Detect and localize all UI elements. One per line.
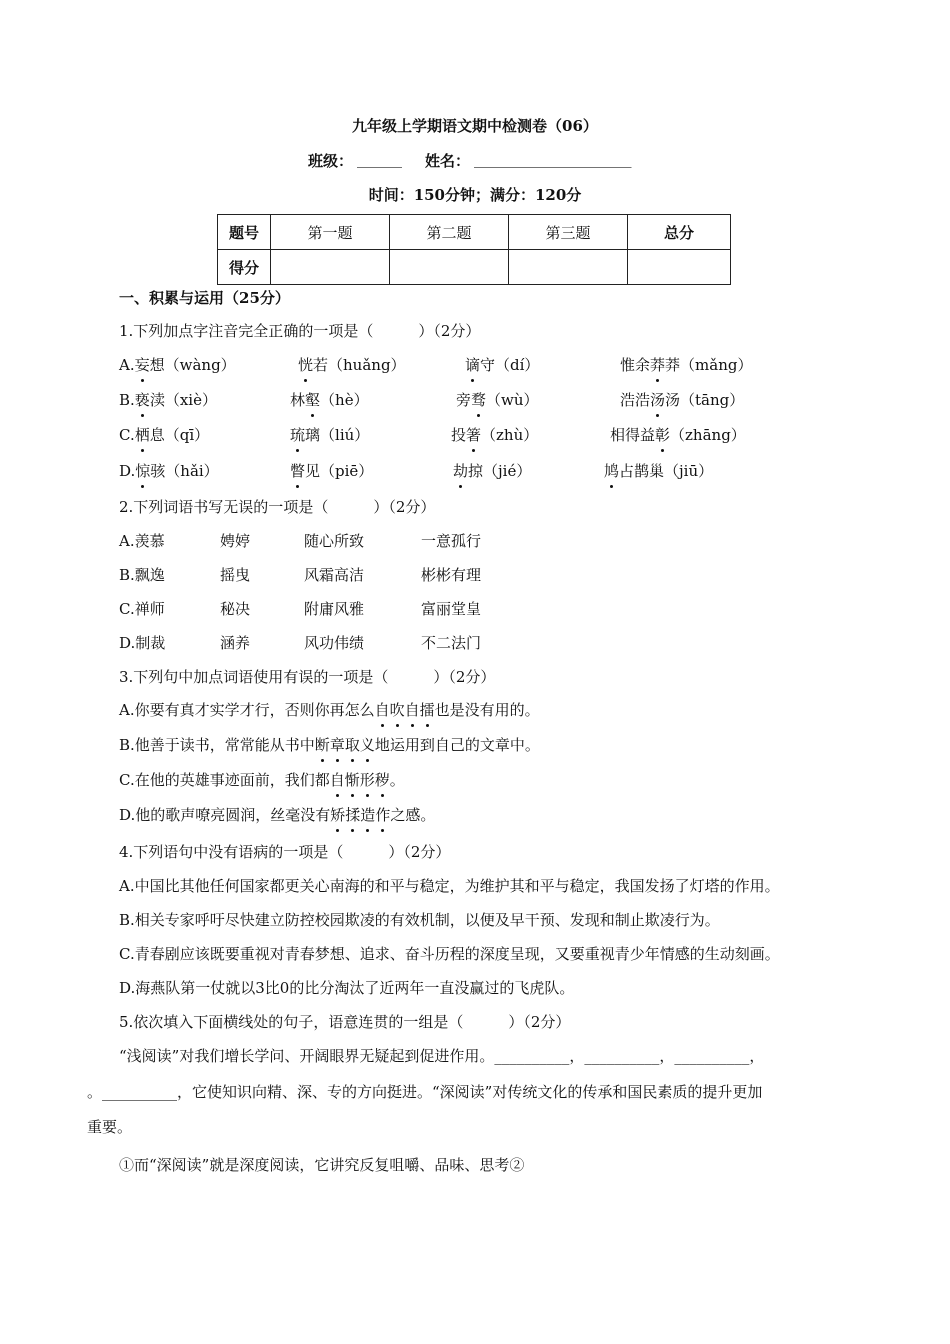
question-stem: 1.下列加点字注音完全正确的一项是（ ）（2分） [119,322,481,340]
q5-paragraph-line: 。__________，它使知识向精、深、专的方向挺进。“深阅读”对传统文化的传承和国民素质的提升更加 [87,1083,763,1101]
dotted-char: 劫 [453,462,469,480]
q2-word: 摇曳 [220,566,251,584]
score-table-score-row [218,250,731,285]
q3-option: D.他的歌声嘹亮圆润，丝毫没有矫揉造作之感。 [119,806,436,824]
dotted-char: 擂 [419,701,435,719]
dotted-char: 断 [314,736,330,754]
score-cell[interactable] [390,250,509,285]
q1-option: 劫掠（jié） [453,462,532,480]
score-table-header: 第三题 [509,215,628,250]
q4-option: C.青春剧应该既要重视对青春梦想、追求、奋斗历程的深度呈现，又要重视青少年情感的生动刻画。 [119,945,780,963]
q2-word: 彬彬有理 [421,566,482,584]
dotted-char: 作 [375,806,391,824]
dotted-char: 惭 [344,771,360,789]
score-table-header: 题号 [218,215,271,250]
question-stem: 3.下列句中加点词语使用有误的一项是（ ）（2分） [119,668,496,686]
score-cell[interactable] [628,250,731,285]
name-blank[interactable]: _____________________ [474,150,632,168]
dotted-char: 取 [344,736,360,754]
q1-option: 浩浩汤汤（tāng） [620,391,745,409]
dotted-char: 瞥 [290,462,306,480]
dotted-char: 造 [360,806,376,824]
q1-option: 惟余莽莽（mǎng） [620,356,753,374]
q2-word: 涵养 [220,634,251,652]
dotted-char: 形 [359,771,375,789]
q1-option: 恍若（huǎng） [298,356,406,374]
question-stem: 2.下列词语书写无误的一项是（ ）（2分） [119,498,436,516]
dotted-char: 义 [359,736,375,754]
q1-option: 林壑（hè） [290,391,369,409]
time-info: 时间：150分钟；满分：120分 [368,186,582,204]
q2-word: C.禅师 [119,600,165,618]
page-title: 九年级上学期语文期中检测卷（06） [352,117,598,135]
question-stem: 4.下列语句中没有语病的一项是（ ）（2分） [119,843,451,861]
score-table [217,214,731,285]
dotted-char: 汤 [650,391,666,409]
name-label: 姓名： [425,152,471,170]
score-table-header: 第二题 [390,215,509,250]
dotted-char: 彰 [655,426,671,444]
dotted-char: 章 [329,736,345,754]
q5-choice-line: ①而“深阅读”就是深度阅读，它讲究反复咀嚼、品味、思考② [119,1156,525,1174]
q1-option: 投箸（zhù） [451,426,539,444]
q1-option: 谪守（dí） [465,356,540,374]
dotted-char: 自 [404,701,420,719]
q1-option: B.亵渎（xiè） [119,391,217,409]
dotted-char: 秽 [374,771,390,789]
dotted-char: 矫 [330,806,346,824]
dotted-char: 妄 [134,356,150,374]
q2-word: 附庸风雅 [304,600,365,618]
dotted-char: 箸 [466,426,482,444]
dotted-phrase [315,736,375,754]
q1-option: 鸠占鹊巢（jiū） [604,462,714,480]
dotted-char: 鸠 [604,462,620,480]
score-table-header-row [218,215,731,250]
dotted-char: 恍 [298,356,314,374]
q4-option: A.中国比其他任何国家都更关心南海的和平与稳定，为维护其和平与稳定，我国发扬了灯塔的作用。 [119,877,780,895]
q2-word: 不二法门 [421,634,482,652]
section-heading: 一、积累与运用（25分） [119,289,290,307]
dotted-char: 自 [329,771,345,789]
q1-option: 相得益彰（zhāng） [610,426,746,444]
q2-word: A.羡慕 [119,532,165,550]
score-table-header: 总分 [628,215,731,250]
dotted-char: 骛 [471,391,487,409]
score-row-label: 得分 [218,250,271,285]
q3-option: C.在他的英雄事迹面前，我们都自惭形秽。 [119,771,405,789]
q2-word: 一意孤行 [421,532,482,550]
dotted-phrase [375,701,435,719]
dotted-char: 谪 [465,356,481,374]
dotted-char: 吹 [389,701,405,719]
dotted-phrase [330,806,390,824]
q4-option: D.海燕队第一仗就以3比0的比分淘汰了近两年一直没赢过的飞虎队。 [119,979,575,997]
score-table-header: 第一题 [271,215,390,250]
q1-option: A.妄想（wàng） [119,356,236,374]
q2-word: D.制裁 [119,634,166,652]
q3-option: A.你要有真才实学才行，否则你再怎么自吹自擂也是没有用的。 [119,701,540,719]
q2-word: 娉婷 [220,532,251,550]
q4-option: B.相关专家呼吁尽快建立防控校园欺凌的有效机制，以便及早干预、发现和制止欺凌行为。 [119,911,720,929]
dotted-char: 栖 [134,426,150,444]
q1-option: 琉璃（liú） [290,426,370,444]
score-cell[interactable] [271,250,390,285]
q5-paragraph-line: “浅阅读”对我们增长学问、开阔眼界无疑起到促进作用。__________，__________，__________， [119,1047,765,1065]
dotted-char: 自 [374,701,390,719]
q1-option: D.惊骇（hǎi） [119,462,219,480]
q2-word: 风霜高洁 [304,566,365,584]
dotted-char: 莽 [650,356,666,374]
class-blank[interactable]: ______ [357,150,402,168]
dotted-char: 壑 [305,391,321,409]
dotted-phrase [330,771,390,789]
dotted-char: 揉 [345,806,361,824]
question-stem: 5.依次填入下面横线处的句子，语意连贯的一组是（ ）（2分） [119,1013,571,1031]
q2-word: B.飘逸 [119,566,165,584]
q2-word: 富丽堂皇 [421,600,482,618]
score-cell[interactable] [509,250,628,285]
q1-option: C.栖息（qī） [119,426,210,444]
class-label: 班级： [308,152,354,170]
q3-option: B.他善于读书，常常能从书中断章取义地运用到自己的文章中。 [119,736,540,754]
q1-option: 旁骛（wù） [456,391,539,409]
dotted-char: 亵 [134,391,150,409]
q1-option: 瞥见（piē） [290,462,374,480]
q2-word: 秘决 [220,600,251,618]
q5-paragraph-line: 重要。 [87,1118,133,1136]
q2-word: 随心所致 [304,532,365,550]
dotted-char: 惊 [135,462,151,480]
q2-word: 风功伟绩 [304,634,365,652]
dotted-char: 琉 [290,426,306,444]
